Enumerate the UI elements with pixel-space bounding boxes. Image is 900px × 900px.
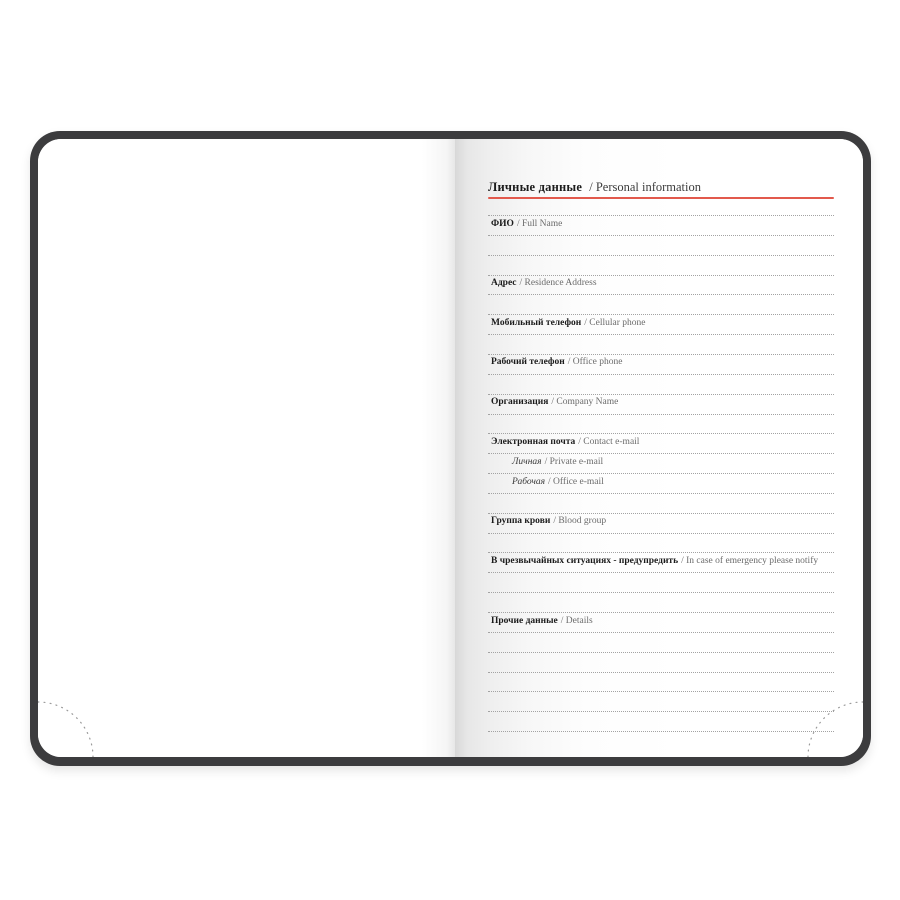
field-label-full-name	[491, 219, 562, 230]
field-label-email	[491, 437, 639, 448]
field-label-ru: В чрезвычайных ситуациях - предупредить	[491, 555, 679, 566]
ruled-line	[488, 592, 834, 593]
ruled-line	[488, 374, 834, 375]
field-label-ru: Рабочий телефон	[491, 357, 565, 368]
field-label-email-work	[512, 477, 604, 488]
ruled-line	[488, 473, 834, 474]
title-underline	[488, 197, 834, 199]
ruled-line	[488, 533, 834, 534]
ruled-line	[488, 652, 834, 653]
field-label-emergency	[491, 556, 818, 567]
right-page	[455, 139, 863, 757]
ruled-line	[488, 632, 834, 633]
field-label-ru: Группа крови	[491, 516, 551, 527]
field-label-en: / Office e-mail	[548, 476, 604, 487]
ruled-line	[488, 493, 834, 494]
ruled-line	[488, 215, 834, 216]
field-label-en: / Private e-mail	[544, 456, 604, 467]
field-label-ru: Организация	[491, 397, 549, 408]
field-label-en: / Office phone	[567, 357, 623, 368]
ruled-line	[488, 255, 834, 256]
field-label-details	[491, 616, 593, 627]
corner-stitch-right-icon	[793, 687, 863, 757]
ruled-line	[488, 453, 834, 454]
ruled-line	[488, 552, 834, 553]
ruled-line	[488, 672, 834, 673]
ruled-line	[488, 572, 834, 573]
field-label-ru: Прочие данные	[491, 615, 558, 626]
ruled-line	[488, 711, 834, 712]
field-label-email-private	[512, 457, 603, 468]
field-label-en: / Company Name	[551, 397, 619, 408]
page-title-en: / Personal information	[589, 180, 702, 194]
ruled-line	[488, 334, 834, 335]
field-label-ru: Рабочая	[512, 476, 546, 487]
corner-stitch-left-icon	[38, 687, 108, 757]
field-label-en: / Cellular phone	[584, 317, 646, 328]
ruled-line	[488, 294, 834, 295]
field-label-ru: Адрес	[491, 278, 517, 289]
ruled-line	[488, 414, 834, 415]
ruled-line	[488, 235, 834, 236]
notebook-pages	[38, 139, 863, 757]
field-label-en: / Contact e-mail	[578, 436, 640, 447]
ruled-line	[488, 314, 834, 315]
left-page	[38, 139, 455, 757]
field-label-blood-group	[491, 516, 606, 527]
field-label-en: / Details	[560, 615, 593, 626]
ruled-line	[488, 612, 834, 613]
notebook-cover	[30, 131, 871, 766]
field-label-en: / Blood group	[553, 516, 607, 527]
field-label-ru: Мобильный телефон	[491, 317, 582, 328]
field-label-ru: Электронная почта	[491, 436, 576, 447]
field-label-en: / Full Name	[516, 218, 563, 229]
ruled-line	[488, 433, 834, 434]
page-title	[488, 180, 838, 195]
ruled-line	[488, 394, 834, 395]
ruled-line	[488, 731, 834, 732]
field-label-office-phone	[491, 357, 622, 368]
field-label-en: / Residence Address	[519, 278, 597, 289]
ruled-line	[488, 275, 834, 276]
ruled-line	[488, 513, 834, 514]
ruled-line	[488, 354, 834, 355]
field-label-mobile-phone	[491, 318, 645, 329]
field-label-ru: ФИО	[491, 218, 514, 229]
field-label-ru: Личная	[512, 456, 542, 467]
field-label-address	[491, 278, 597, 289]
ruled-line	[488, 691, 834, 692]
page-title-ru: Личные данные	[488, 180, 583, 194]
field-label-en: / In case of emergency please notify	[681, 555, 819, 566]
field-label-organization	[491, 397, 618, 408]
